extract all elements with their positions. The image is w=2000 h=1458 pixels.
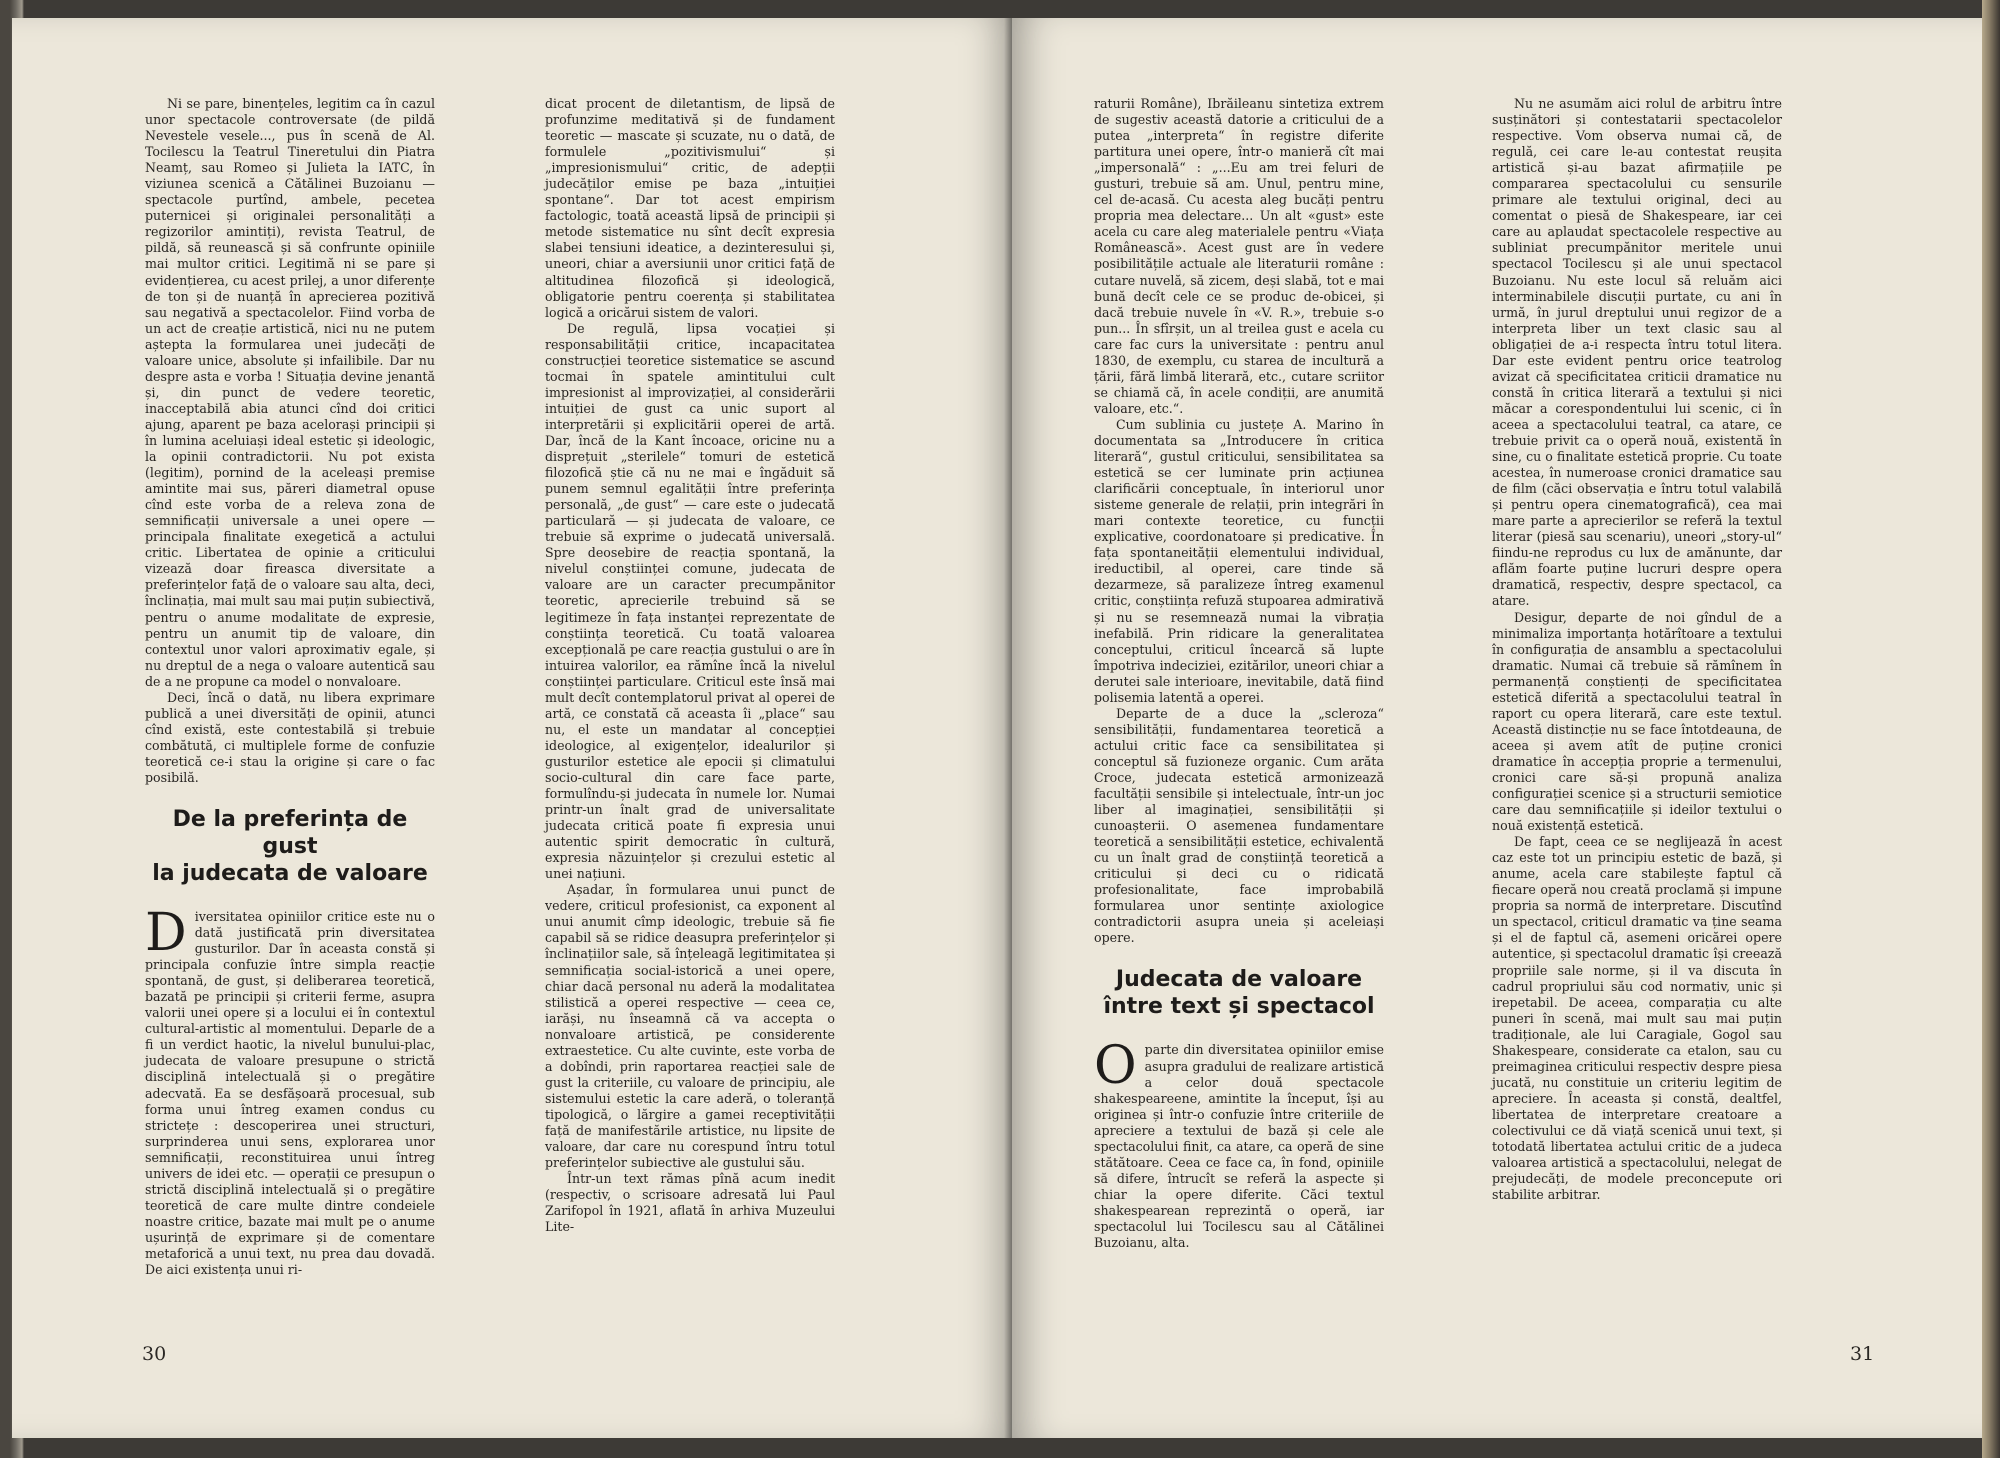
heading-line: la judecata de valoare (152, 861, 428, 887)
paragraph: De regulă, lipsa vocației și responsabilității critice, incapacitatea construcției teoretice sistematice se ascund tocmai în spatele amintitului cult impresionist al improvizației, al considerării intuiției de gust ca unic suport al interpretării și explicitării operei de artă. Dar, încă de la Kant încoace, oricine nu a disprețuit „sterilele“ tomuri de estetică filozofică știe că nu ne mai e îngăduit să punem semnul egalității între preferința personală, „de gust“ — care este o judecată particulară — și judecata de valoare, ce trebuie să exprime o judecată universală. Spre deosebire de reacția spontană, la nivelul conștiinței comune, judecata de valoare are un caracter precumpănitor teoretic, aprecierile trebuind să se legitimeze în fața instanței reprezentate de conștiința teoretică. Cu toată valoarea excepțională pe care reacția gustului o are în intuirea valorilor, ea rămîne încă la nivelul conștiinței particulare. Criticul este însă mai mult decît contemplatorul privat al operei de artă, ce constată că aceasta îi „place“ sau nu, el este un mandatar al concepției ideologice, al exigențelor, idealurilor și gusturilor estetice ale epocii și climatului socio-cultural din care face parte, formulîndu-și judecata în numele lor. Numai printr-un înalt grad de universalitate judecata critică poate fi expresia unui autentic spirit democratic în cultură, expresia năzuințelor și crezului estetic al unei națiuni. (545, 320, 835, 882)
paragraph: Desigur, departe de noi gîndul de a minimaliza importanța hotărîtoare a textului în configurația de ansamblu a spectacolului dramatic. Numai că trebuie să rămînem în permanență conștienți de specificitatea estetică diferită a spectacolului teatral în raport cu opera literară, care este textul. Această distincție nu se face întotdeauna, de aceea și avem atît de puține cronici dramatice în accepția proprie a termenului, cronici care să-și propună analiza configurației scenice și a structurii semiotice care dau semnificațiile și ideilor textului o nouă existență estetică. (1492, 609, 1782, 834)
dropcap: D (145, 903, 187, 964)
page-number: 31 (1850, 1343, 1875, 1365)
right-page-column-4 (1492, 96, 1782, 1203)
paragraph-text: parte din diversitatea opiniilor emise asupra gradului de realizare artistică a celor două spectacole shakespeareene, amintite la început, își au originea și într-o confuzie între criteriile de apreciere a textului de bază și cele ale spectacolului finit, ca atare, ca operă de sine stătătoare. Ceea ce face ca, în fond, opiniile să difere, întrucît se referă la aspecte și chiar la opere diferite. Căci textul shakespearean reprezintă o operă, iar spectacolul lui Tocilescu sau al Cătălinei Buzoianu, alta. (1094, 1042, 1384, 1251)
heading-line: De la preferința de gust (172, 807, 408, 860)
section-paragraph (1094, 1036, 1384, 1251)
left-page-column-2 (545, 96, 835, 1235)
paragraph: Așadar, în formularea unui punct de vedere, criticul profesionist, ca exponent al unui anumit cîmp ideologic, trebuie să fie capabil să se ridice deasupra preferințelor și înclinațiilor sale, să înțeleagă legitimitatea și semnificația social-istorică a unei opere, chiar dacă personal nu aderă la modalitatea stilistică a operei respective — ceea ce, iarăși, nu înseamnă că va accepta o nonvaloare artistică, pe considerente extraestetice. Cu alte cuvinte, este vorba de a dobîndi, prin raportarea reacției sale de gust la criteriile, cu valoare de principiu, ale sistemului estetic la care aderă, o toleranță tipologică, o lărgire a gamei receptivității față de manifestările artistice, nu lipsite de valoare, dar care nu corespund întru totul preferințelor subiective ale gustului său. (545, 882, 835, 1171)
paragraph: De fapt, ceea ce se neglijează în acest caz este tot un principiu estetic de bază, și anume, acela care stabilește faptul că fiecare operă nou creată proclamă și impune propria sa normă de interpretare. Discutînd un spectacol, criticul dramatic va ține seama și el de faptul că, asemeni oricărei opere autentice, și spectacolul dramatic își creează propriile sale norme, și il va discuta în cadrul propriului său cod normativ, unic și irepetabil. De aceea, comparația cu alte puneri în scenă, mai mult sau mai puțin tradiționale, ale lui Caragiale, Gogol sau Shakespeare, considerate ca etalon, sau cu preimaginea criticului respectiv despre piesa jucată, nu constituie un criteriu legitim de apreciere. În aceasta și constă, dealtfel, libertatea de interpretare creatoare a colectivului ce dă viață scenică unui text, și totodată libertatea actului critic de a judeca valoarea artistică a spectacolului, nelegat de prejudecăți, de modele preconcepute ori stabilite arbitrar. (1492, 834, 1782, 1203)
paragraph: Departe de a duce la „scleroza“ sensibilității, fundamentarea teoretică a actului critic face ca sensibilitatea și conceptul să fuzioneze organic. Cum arăta Croce, judecata estetică armonizează facultății sensibile și intelectuale, într-un joc liber al imaginației, sensibilității și cunoașterii. O asemenea fundamentare teoretică a sensibilității estetice, echivalentă cu un înalt grad de conștiință teoretică a criticului și deci cu o ridicată profesionalitate, face improbabilă formularea unor sentințe axiologice contradictorii asupra uneia și aceleiași opere. (1094, 705, 1384, 946)
paragraph: Ni se pare, binențeles, legitim ca în cazul unor spectacole controversate (de pildă Nevestele vesele..., pus în scenă de Al. Tocilescu la Teatrul Tineretului din Piatra Neamț, sau Romeo și Julieta la IATC, în viziunea scenică a Cătălinei Buzoianu — spectacole purtînd, ambele, pecetea puternicei și originalei personalități a regizorilor amintiți), revista Teatrul, de pildă, să reunească și să confrunte opiniile mai multor critici. Legitimă ni se pare și evidențierea, cu acest prilej, a unor diferențe de ton și de nuanță în aprecierea pozitivă sau negativă a spectacolelor. Fiind vorba de un act de creație artistică, nici nu ne putem aștepta la formularea unei judecăți de valoare unice, absolute și infailibile. Dar nu despre asta e vorba ! Situația devine jenantă și, din punct de vedere teoretic, inacceptabilă abia atunci cînd doi critici ajung, aparent pe baza acelorași principii și în lumina aceluiași ideal estetic și ideologic, la opinii contradictorii. Nu pot exista (legitim), pornind de la aceleași premise amintite mai sus, păreri diametral opuse cînd este vorba de a releva zona de semnificații universale a unei opere — principala finalitate exegetică a actului critic. Libertatea de opinie a criticului vizează doar fireasca diversitate a preferințelor față de o valoare sau alta, deci, înclinația, mai mult sau mai puțin subiectivă, pentru o anume modalitate de expresie, pentru un anumit tip de valoare, din contextul unor valori aproximativ egale, și nu dreptul de a nega o valoare autentică sau de a ne propune ca model o nonvaloare. (145, 96, 435, 689)
paragraph: Nu ne asumăm aici rolul de arbitru între susținători și contestatarii spectacolelor respective. Vom observa numai că, de regulă, cei care le-au contestat reușita artistică și-au bazat afirmațiile pe compararea spectacolului cu sensurile primare ale textului original, deci au comentat o piesă de Shakespeare, iar cei care au aplaudat spectacolele respective au subliniat precumpănitor meritele unui spectacol Tocilescu și ale unui spectacol Buzoianu. Nu este locul să reluăm aici interminabilele discuții purtate, cu ani în urmă, în jurul dreptului unui regizor de a interpreta liber un text clasic sau al obligației de a-i respecta întru totul litera. Dar este evident pentru orice teatrolog avizat că specificitatea criticii dramatice nu constă în critica literară a textului și nici măcar a corespondentului lui scenic, ci în aceea a spectacolului teatral, ca atare, ce trebuie privit ca o operă nouă, existentă în sine, cu o finalitate estetică proprie. Cu toate acestea, în numeroase cronici dramatice sau de film (căci observația e întru totul valabilă și pentru opera cinematografică), cea mai mare parte a aprecierilor se referă la textul literar (piesă sau scenariu), uneori „story-ul“ fiindu-ne reprodus cu lux de amănunte, dar aflăm foarte puține lucruri despre opera dramatică, respectiv, despre spectacol, ca atare. (1492, 96, 1782, 609)
paragraph: dicat procent de diletantism, de lipsă de profunzime meditativă și de fundament teoretic — mascate și scuzate, nu o dată, de formulele „pozitivismului“ și „impresionismului“ critic, de adepții judecăților emise pe baza „intuiției spontane“. Dar tot acest empirism factologic, toată această lipsă de principii și metode sistematice nu sînt decît expresia slabei tensiuni ideatice, a dezinteresului și, uneori, chiar a aversiunii unor critici față de altitudinea filozofică și ideologică, obligatorie pentru coerența și stabilitatea logică a oricărui sistem de valori. (545, 96, 835, 320)
section-heading-1 (145, 806, 435, 887)
paragraph: raturii Române), Ibrăileanu sintetiza extrem de sugestiv această datorie a criticului de a putea „interpreta“ în registre diferite partitura unei opere, într-o manieră cît mai „impersonală“ : „...Eu am trei feluri de gusturi, trebuie să am. Unul, pentru mine, cel de-acasă. Cu acesta aleg bucăți pentru propria mea delectare... Un alt «gust» este acela cu care aleg materialele pentru «Viața Românească». Acest gust are în vedere posibilitățile actuale ale literaturii române : cutare nuvelă, să zicem, deși slabă, tot e mai bună decît cele ce se produc de-obicei, și dacă trebuie nuvele în «V. R.», trebuie s-o pun... În sfîrșit, un al treilea gust e acela cu care fac curs la universitate : pentru anul 1830, de exemplu, cu starea de incultură a țării, fără limbă literară, etc., cutare scriitor se chiamă că, în acele condiții, are anumită valoare, etc.“. (1094, 96, 1384, 416)
page-number: 30 (142, 1343, 167, 1365)
heading-line: Judecata de valoare (1115, 967, 1363, 993)
paragraph: Cum sublinia cu justețe A. Marino în documentata sa „Introducere în critica literară“, gustul criticului, sensibilitatea sa estetică se cer luminate prin acțiunea clarificării conceptuale, în interiorul unor sisteme generale de relații, prin integrări în mari contexte teoretice, cu funcții explicative, coordonatoare și predicative. În fața spontaneității elementului individual, ireductibil, al operei, care tinde să dezarmeze, să paralizeze întreg examenul critic, conștiința refuză stupoarea admirativă și nu se resemnează numai la vibrația inefabilă. Prin ridicare la generalitatea conceptului, criticul încearcă să lupte împotriva indeciziei, ezitărilor, uneori chiar a derutei sale interioare, inevitabile, dată fiind polisemia latentă a operei. (1094, 416, 1384, 705)
right-page-column-3 (1094, 96, 1384, 1251)
paragraph-text: iversitatea opiniilor critice este nu o dată justificată prin diversitatea gusturilor. Dar în aceasta constă și principala confuzie între simpla reacție spontană, de gust, și deliberarea teoretică, bazată pe principii și criterii ferme, asupra valorii unei opere și a locului ei în contextul cultural-artistic al momentului. Deparle de a fi un verdict haotic, la nivelul bunului-plac, judecata de valoare presupune o strictă disciplină intelectuală și o pregătire adecvată. Ea se desfășoară procesual, sub forma unui întreg examen condus cu strictețe : descoperirea unei structuri, surprinderea unui sens, explorarea unor semnificații, reconstituirea unui întreg univers de idei etc. — operații ce presupun o strictă disciplină intelectuală și o pregătire teoretică de care multe dintre condeiele noastre critice, bazate mai mult pe o anume ușurință de exprimare și de comentare metaforică a unui text, nu prea dau dovadă. De aici existența unui ri- (145, 909, 435, 1278)
left-page-column-1 (145, 96, 435, 1278)
section-paragraph (145, 903, 435, 1278)
right-page (1012, 18, 1982, 1438)
section-heading-2 (1094, 966, 1384, 1020)
paragraph: Într-un text rămas pînă acum inedit (respectiv, o scrisoare adresată lui Paul Zarifopol în 1921, aflată în arhiva Muzeului Lite- (545, 1171, 835, 1235)
paragraph: Deci, încă o dată, nu libera exprimare publică a unei diversități de opinii, atunci cînd există, este contestabilă și trebuie combătută, ci multiplele forme de confuzie teoretică ce-i stau la origine și care o fac posibilă. (145, 689, 435, 785)
heading-line: între text și spectacol (1103, 994, 1375, 1020)
page-edges (1982, 0, 2000, 1458)
dropcap: O (1094, 1036, 1137, 1097)
left-page (12, 18, 1012, 1438)
